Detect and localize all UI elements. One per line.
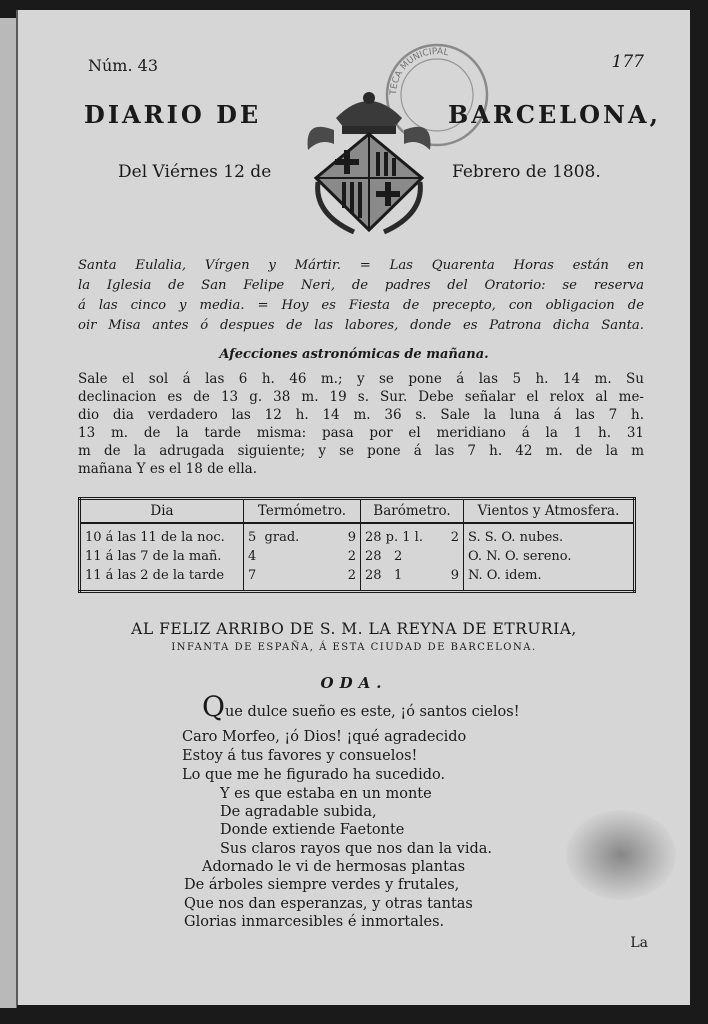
cell-vientos: O. N. O. sereno.: [468, 549, 572, 564]
catchword: La: [630, 935, 648, 951]
astronomy-line: m de la adrugada siguiente; y se pone á las 7 h. 42 m. de la m: [78, 443, 644, 459]
weather-table: [78, 497, 636, 593]
poem-verse: Lo que me he figurado ha sucedido.: [182, 767, 446, 783]
table-row: [80, 523, 635, 547]
saint-line: Santa Eulalia, Vírgen y Mártir. = Las Quarenta Horas están en: [78, 258, 644, 273]
cell-termometro: 4 2: [244, 547, 361, 566]
cell-termometro: 7 2: [244, 566, 361, 592]
saint-of-day-paragraph: [78, 256, 644, 336]
newspaper-page: [16, 10, 690, 1005]
astronomy-paragraph: [78, 370, 644, 478]
col-barometro: Barómetro.: [361, 499, 464, 524]
astronomy-line: declinacion es de 13 g. 38 m. 19 s. Sur. Debe señalar el relox al me-: [78, 389, 644, 405]
cell-dia: 11 á las 2 de la tarde: [80, 566, 244, 592]
saint-line: á las cinco y media. = Hoy es Fiesta de precepto, con obligacion de: [78, 298, 644, 313]
astronomy-heading: Afecciones astronómicas de mañana.: [219, 347, 489, 362]
page-number: 177: [611, 52, 644, 72]
poem-verse: Estoy á tus favores y consuelos!: [182, 748, 418, 764]
poem-verse: Adornado le vi de hermosas plantas: [202, 859, 466, 875]
weather-table-header: [80, 499, 635, 524]
cell-barometro: 28 p. 1 l. 2: [361, 523, 464, 547]
table-row: [80, 547, 635, 566]
previous-page-edge: [0, 18, 17, 1008]
col-vientos: Vientos y Atmosfera.: [464, 499, 635, 524]
masthead-title-right: BARCELONA,: [448, 100, 661, 129]
cell-vientos: S. S. O. nubes.: [468, 530, 564, 545]
cell-vientos: N. O. idem.: [468, 568, 542, 583]
masthead-title-left: DIARIO DE: [84, 100, 262, 129]
astronomy-line: mañana Y es el 18 de ella.: [78, 461, 257, 477]
issue-number: Núm. 43: [88, 56, 159, 75]
cell-dia: 10 á las 11 de la noc.: [80, 523, 244, 547]
saint-line: la Iglesia de San Felipe Neri, de padres del Oratorio: se reserva: [78, 278, 644, 293]
poem-title: AL FELIZ ARRIBO DE S. M. LA REYNA DE ETRURIA,: [131, 620, 577, 638]
poem-verse: Y es que estaba en un monte: [220, 786, 432, 802]
poem-verse: Sus claros rayos que nos dan la vida.: [220, 841, 493, 857]
astronomy-line: dio dia verdadero las 12 h. 14 m. 36 s. Sale la luna á las 7 h.: [78, 407, 644, 423]
poem-verse: Que nos dan esperanzas, y otras tantas: [184, 896, 473, 912]
poem-verse: Glorias inmarcesibles é inmortales.: [184, 914, 445, 930]
cell-barometro: 28 1 9: [361, 566, 464, 592]
saint-line: oir Misa antes ó despues de las labores, donde es Patrona dicha Santa.: [78, 318, 644, 333]
poem-verse: De agradable subida,: [220, 804, 377, 820]
ink-stain: [566, 810, 676, 900]
col-dia: Dia: [80, 499, 244, 524]
poem-verse: Donde extiende Faetonte: [220, 822, 405, 838]
barcelona-crest-icon: [294, 78, 444, 238]
stamp-text: TECA MUNICIPAL: [388, 46, 450, 96]
poem-verse: De árboles siempre verdes y frutales,: [184, 877, 460, 893]
astronomy-line: Sale el sol á las 6 h. 46 m.; y se pone á las 5 h. 14 m. Su: [78, 371, 644, 387]
cell-termometro: 5 grad. 9: [244, 523, 361, 547]
col-termometro: Termómetro.: [244, 499, 361, 524]
date-right: Febrero de 1808.: [452, 162, 601, 182]
poem-oda-heading: ODA.: [320, 674, 388, 692]
astronomy-line: 13 m. de la tarde misma: pasa por el meridiano á la 1 h. 31: [78, 425, 644, 441]
table-row: [80, 566, 635, 592]
poem-verse: Que dulce sueño es este, ¡ó santos cielos!: [202, 690, 520, 723]
cell-barometro: 28 2: [361, 547, 464, 566]
poem-subtitle: INFANTA DE ESPAÑA, Á ESTA CIUDAD DE BARCELONA.: [171, 642, 537, 653]
drop-cap: Q: [202, 690, 225, 723]
poem-verse: Caro Morfeo, ¡ó Dios! ¡qué agradecido: [182, 729, 467, 745]
date-left: Del Viérnes 12 de: [118, 162, 272, 182]
cell-dia: 11 á las 7 de la mañ.: [80, 547, 244, 566]
